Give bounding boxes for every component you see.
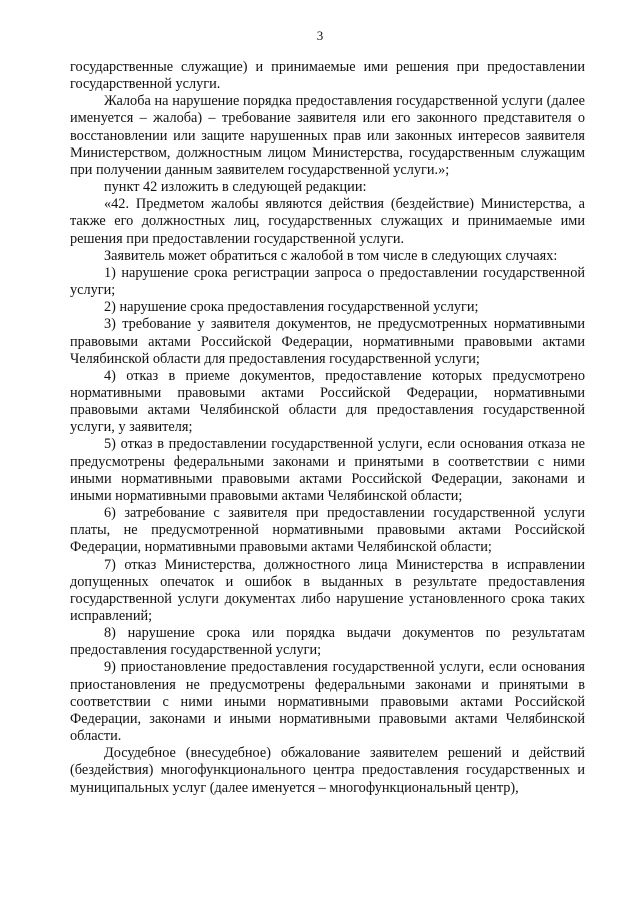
list-item-9: 9) приостановление предоставления государственной услуги, если основания приостановления не предусмотрены федеральными законами и принятыми в соответствии с ними иными нормативными правовыми актами Российской Федерации, законами и иными нормативными правовыми актами Челябинской области.	[70, 659, 585, 745]
list-item-5: 5) отказ в предоставлении государственной услуги, если основания отказа не предусмотрены федеральными законами и принятыми в соответствии с ними иными нормативными правовыми актами Российской Федерации, законами и иными нормативными правовыми актами Челябинской области;	[70, 436, 585, 504]
paragraph-complaint-definition: Жалоба на нарушение порядка предоставления государственной услуги (далее именуется – жалоба) – требование заявителя или его законного представителя о восстановлении или защите нарушенных прав или законных интересов заявителя Министерством, должностным лицом Министерства, государственным служащим при получении данным заявителем государственной услуги.»;	[70, 93, 585, 178]
list-item-3: 3) требование у заявителя документов, не предусмотренных нормативными правовыми актами Российской Федерации, нормативными правовыми актами Челябинской области для предоставления государственной услуги;	[70, 316, 585, 367]
paragraph-cases-intro: Заявитель может обратиться с жалобой в том числе в следующих случаях:	[104, 247, 558, 264]
paragraph-amendment-instruction: пункт 42 изложить в следующей редакции:	[104, 179, 367, 196]
list-item-4: 4) отказ в приеме документов, предоставление которых предусмотрено нормативными правовыми актами Российской Федерации, нормативными правовыми актами Челябинской области для предоставления государственной услуги, у заявителя;	[70, 367, 585, 436]
paragraph-item-42: «42. Предметом жалобы являются действия (бездействие) Министерства, а также его должностных лиц, государственных служащих и принимаемые ими решения при предоставлении государственной услуги.	[70, 196, 585, 247]
paragraph-pretrial-appeal: Досудебное (внесудебное) обжалование заявителем решений и действий (бездействия) многофункционального центра предоставления государственных и муниципальных услуг (далее именуется – многофункциональный центр),	[70, 745, 585, 796]
paragraph-continuation: государственные служащие) и принимаемые ими решения при предоставлении государственной услуги.	[70, 59, 585, 93]
list-item-2: 2) нарушение срока предоставления государственной услуги;	[104, 299, 479, 316]
list-item-6: 6) затребование с заявителя при предоставлении государственной услуги платы, не предусмотренной нормативными правовыми актами Российской Федерации, нормативными правовыми актами Челябинской области;	[70, 505, 585, 556]
list-item-1: 1) нарушение срока регистрации запроса о предоставлении государственной услуги;	[70, 264, 585, 299]
page-number: 3	[316, 28, 324, 43]
list-item-7: 7) отказ Министерства, должностного лица Министерства в исправлении допущенных опечаток и ошибок в выданных в результате предоставления государственной услуги документах либо нарушение установленного срока таких исправлений;	[70, 556, 585, 624]
document-body	[70, 59, 585, 797]
list-item-8: 8) нарушение срока или порядка выдачи документов по результатам предоставления государственной услуги;	[70, 625, 585, 659]
